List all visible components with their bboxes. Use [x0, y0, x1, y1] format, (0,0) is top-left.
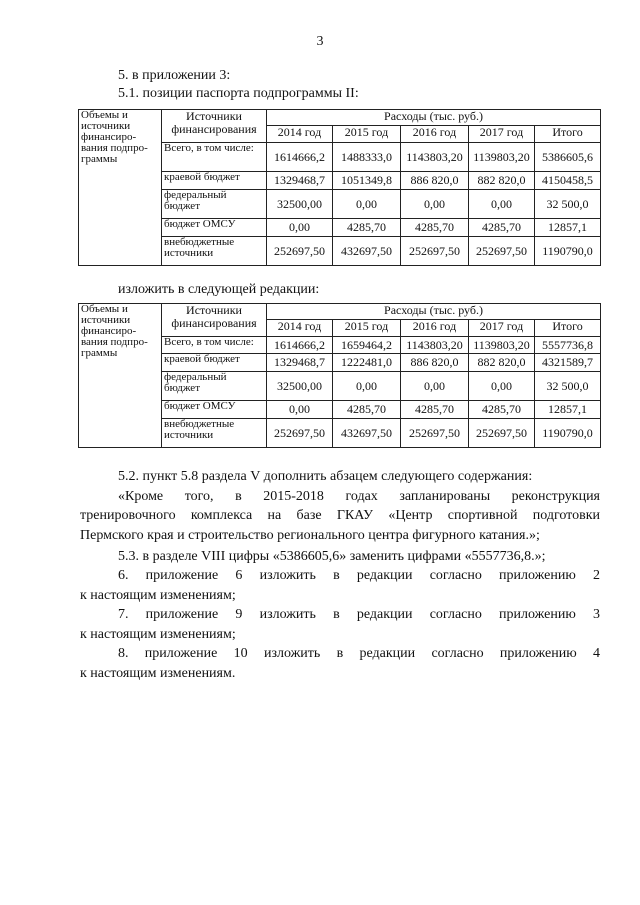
line-restate: изложить в следующей редакции: — [118, 282, 320, 297]
year-header: 2015 год — [333, 320, 401, 337]
source-label: внебюджетные источники — [162, 419, 267, 448]
value-cell: 1614666,2 — [267, 143, 333, 172]
quote-line-1: «Кроме того, в 2015-2018 годах запланированы реконструкция — [118, 489, 600, 504]
paragraph-7-line-2: к настоящим изменениям; — [80, 627, 236, 642]
value-cell: 5386605,6 — [535, 143, 601, 172]
value-cell: 32500,00 — [267, 190, 333, 219]
value-cell: 4285,70 — [401, 401, 469, 419]
value-cell: 1139803,20 — [469, 143, 535, 172]
value-cell: 252697,50 — [469, 237, 535, 266]
value-cell: 432697,50 — [333, 237, 401, 266]
source-label: Всего, в том числе: — [162, 337, 267, 354]
table-title-cell: Объемы и источники финансиро-вания подпро-граммы — [79, 304, 162, 448]
value-cell: 12857,1 — [535, 401, 601, 419]
source-label: Всего, в том числе: — [162, 143, 267, 172]
paragraph-6-line-2: к настоящим изменениям; — [80, 588, 236, 603]
year-header: 2017 год — [469, 320, 535, 337]
paragraph-8-line-2: к настоящим изменениям. — [80, 666, 236, 681]
source-label: федеральный бюджет — [162, 190, 267, 219]
line-passport: 5.1. позиции паспорта подпрограммы II: — [118, 86, 359, 101]
value-cell: 4285,70 — [333, 219, 401, 237]
sources-header: Источники финансирования — [162, 110, 267, 143]
expenses-header: Расходы (тыс. руб.) — [267, 110, 601, 126]
year-header: 2014 год — [267, 126, 333, 143]
value-cell: 1329468,7 — [267, 354, 333, 372]
value-cell: 0,00 — [469, 372, 535, 401]
source-label: федеральный бюджет — [162, 372, 267, 401]
sources-header: Источники финансирования — [162, 304, 267, 337]
value-cell: 886 820,0 — [401, 172, 469, 190]
paragraph-8-line-1: 8. приложение 10 изложить в редакции согласно приложению 4 — [118, 646, 600, 661]
value-cell: 252697,50 — [267, 237, 333, 266]
value-cell: 4285,70 — [469, 219, 535, 237]
value-cell: 4285,70 — [401, 219, 469, 237]
value-cell: 12857,1 — [535, 219, 601, 237]
value-cell: 0,00 — [469, 190, 535, 219]
value-cell: 886 820,0 — [401, 354, 469, 372]
value-cell: 1143803,20 — [401, 337, 469, 354]
table-before — [78, 109, 601, 266]
value-cell: 1051349,8 — [333, 172, 401, 190]
value-cell: 1222481,0 — [333, 354, 401, 372]
value-cell: 1614666,2 — [267, 337, 333, 354]
value-cell: 252697,50 — [401, 237, 469, 266]
source-label: внебюджетные источники — [162, 237, 267, 266]
expenses-header: Расходы (тыс. руб.) — [267, 304, 601, 320]
value-cell: 1329468,7 — [267, 172, 333, 190]
value-cell: 432697,50 — [333, 419, 401, 448]
value-cell: 32 500,0 — [535, 190, 601, 219]
paragraph-7-line-1: 7. приложение 9 изложить в редакции согласно приложению 3 — [118, 607, 600, 622]
value-cell: 252697,50 — [469, 419, 535, 448]
year-header: 2015 год — [333, 126, 401, 143]
value-cell: 0,00 — [401, 372, 469, 401]
value-cell: 0,00 — [333, 190, 401, 219]
value-cell: 0,00 — [267, 401, 333, 419]
page-number: 3 — [316, 34, 324, 49]
line-appendix: 5. в приложении 3: — [118, 68, 231, 83]
value-cell: 32500,00 — [267, 372, 333, 401]
value-cell: 1190790,0 — [535, 237, 601, 266]
paragraph-5-2: 5.2. пункт 5.8 раздела V дополнить абзацем следующего содержания: — [118, 469, 533, 484]
value-cell: 1143803,20 — [401, 143, 469, 172]
quote-line-3: Пермского края и строительство регионального центра фигурного катания.»; — [80, 528, 540, 543]
quote-line-2: тренировочного комплекса на базе ГКАУ «Центр спортивной подготовки — [80, 508, 600, 523]
value-cell: 1139803,20 — [469, 337, 535, 354]
value-cell: 4285,70 — [333, 401, 401, 419]
total-header: Итого — [535, 126, 601, 143]
value-cell: 0,00 — [333, 372, 401, 401]
value-cell: 252697,50 — [401, 419, 469, 448]
value-cell: 4285,70 — [469, 401, 535, 419]
value-cell: 252697,50 — [267, 419, 333, 448]
value-cell: 1659464,2 — [333, 337, 401, 354]
year-header: 2014 год — [267, 320, 333, 337]
value-cell: 1190790,0 — [535, 419, 601, 448]
paragraph-5-3: 5.3. в разделе VIII цифры «5386605,6» заменить цифрами «5557736,8.»; — [118, 549, 546, 564]
paragraph-6-line-1: 6. приложение 6 изложить в редакции согласно приложению 2 — [118, 568, 600, 583]
value-cell: 32 500,0 — [535, 372, 601, 401]
source-label: краевой бюджет — [162, 172, 267, 190]
source-label: краевой бюджет — [162, 354, 267, 372]
table-title-cell: Объемы и источники финансиро-вания подпро-граммы — [79, 110, 162, 266]
value-cell: 4321589,7 — [535, 354, 601, 372]
source-label: бюджет ОМСУ — [162, 219, 267, 237]
value-cell: 0,00 — [401, 190, 469, 219]
total-header: Итого — [535, 320, 601, 337]
value-cell: 1488333,0 — [333, 143, 401, 172]
table-after — [78, 303, 601, 448]
year-header: 2016 год — [401, 126, 469, 143]
year-header: 2017 год — [469, 126, 535, 143]
value-cell: 882 820,0 — [469, 354, 535, 372]
value-cell: 4150458,5 — [535, 172, 601, 190]
value-cell: 0,00 — [267, 219, 333, 237]
source-label: бюджет ОМСУ — [162, 401, 267, 419]
value-cell: 882 820,0 — [469, 172, 535, 190]
value-cell: 5557736,8 — [535, 337, 601, 354]
year-header: 2016 год — [401, 320, 469, 337]
